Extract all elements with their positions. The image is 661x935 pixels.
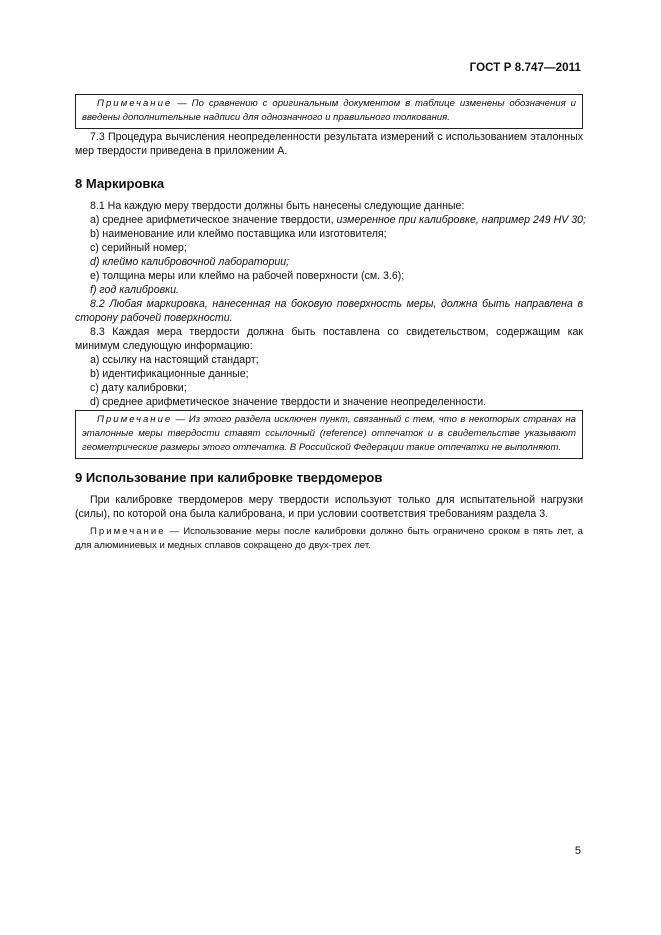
- list-item-8-1-f: f) год калибровки.: [90, 284, 179, 296]
- section-8-title: 8 Маркировка: [75, 176, 165, 191]
- note-3-text: Использование меры после калибровки должно быть ограничено сроком в пять лет, а для алюминиевых и медных сплавов сокращено до двух-трех лет.: [75, 526, 583, 551]
- note-3-label: Примечание: [90, 526, 166, 537]
- list-item-8-1-c: с) серийный номер;: [90, 242, 187, 254]
- note-3-dash: —: [165, 526, 184, 537]
- item-a-italic: измеренное при калибровке, например 249 HV 30;: [336, 214, 586, 226]
- list-item-8-3-c: с) дату калибровки;: [90, 382, 187, 394]
- note-1-dash: —: [172, 98, 192, 109]
- list-item-8-1-a: [75, 213, 586, 227]
- note-2-paragraph: [82, 413, 576, 455]
- page-number: 5: [574, 845, 581, 857]
- note-1-text: По сравнению с оригинальным документом в таблице изменены обозначения и введены дополнительные надписи для однозначного и правильного толкования.: [82, 98, 576, 123]
- paragraph-7-3: 7.3 Процедура вычисления неопределенности результата измерений с использованием эталонных мер твердости приведена в приложении А.: [75, 131, 583, 157]
- list-item-8-3-a: а) ссылку на настоящий стандарт;: [90, 354, 259, 366]
- note-box-1: [75, 94, 583, 129]
- list-item-8-3-d: d) среднее арифметическое значение твердости и значение неопределенности.: [90, 396, 487, 408]
- section-9-title: 9 Использование при калибровке твердомеров: [75, 470, 383, 485]
- note-section-9: [75, 525, 583, 553]
- note-1-paragraph: [82, 97, 576, 125]
- note-2-label: Примечание: [97, 414, 173, 425]
- paragraph-8-2: 8.2 Любая маркировка, нанесенная на боковую поверхность меры, должна быть направлена в сторону рабочей поверхности.: [75, 298, 583, 324]
- list-item-8-1-e: е) толщина меры или клеймо на рабочей поверхности (см. 3.6);: [90, 270, 405, 282]
- list-item-8-1-b: b) наименование или клеймо поставщика или изготовителя;: [90, 228, 387, 240]
- note-2-text: Из этого раздела исключен пункт, связанный с тем, что в некоторых странах на эталонные меры твердости ставят ссылочный (reference) отпечаток и в свидетельстве указывают геометрические размеры этого отпечатка. В Российской Федерации такие отпечатки не выполняют.: [82, 414, 576, 453]
- item-a-plain: а) среднее арифметическое значение твердости,: [90, 214, 337, 226]
- list-item-8-3-b: b) идентификационные данные;: [90, 368, 249, 380]
- document-code-header: ГОСТ Р 8.747—2011: [469, 62, 581, 74]
- note-1-label: Примечание: [97, 98, 173, 109]
- paragraph-8-3: 8.3 Каждая мера твердости должна быть поставлена со свидетельством, содержащим как минимум следующую информацию:: [75, 326, 583, 352]
- list-item-8-1-d: d) клеймо калибровочной лаборатории;: [90, 256, 290, 268]
- note-box-2: [75, 410, 583, 459]
- paragraph-9: При калибровке твердомеров меру твердости используют только для испытательной нагрузки (силы), по которой она была калибрована, и при условии соответствия требованиям раздела 3.: [75, 494, 583, 520]
- note-2-dash: —: [172, 414, 189, 425]
- paragraph-8-1: 8.1 На каждую меру твердости должны быть нанесены следующие данные:: [90, 200, 465, 212]
